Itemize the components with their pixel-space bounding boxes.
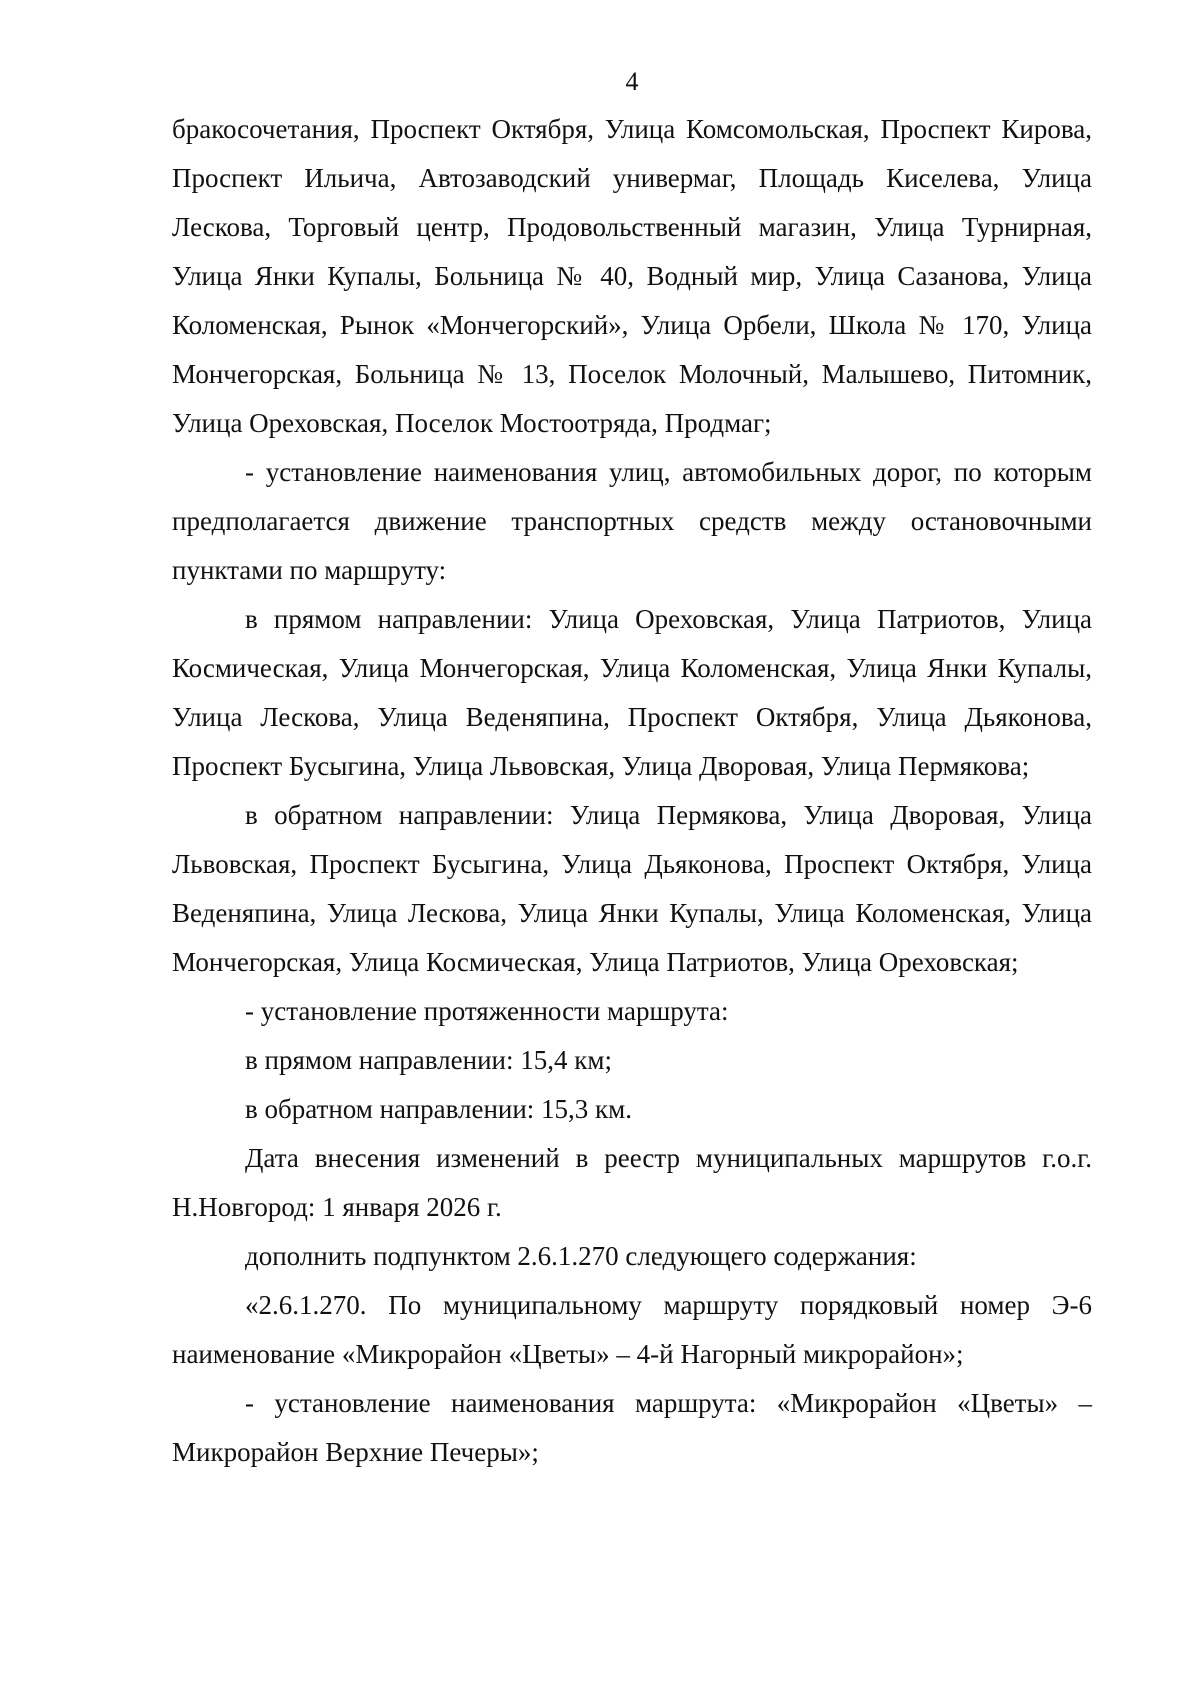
document-body	[172, 105, 1092, 1477]
paragraph-registry-change-date: Дата внесения изменений в реестр муниципальных маршрутов г.о.г. Н.Новгород: 1 января 2026 г.	[172, 1143, 1092, 1222]
paragraph-reverse-length: в обратном направлении: 15,3 км.	[245, 1094, 633, 1124]
paragraph-route-name: - установление наименования маршрута: «Микрорайон «Цветы» – Микрорайон Верхние Печеры»;	[172, 1388, 1092, 1467]
page-number: 4	[625, 67, 639, 96]
paragraph-reverse-direction-streets: в обратном направлении: Улица Пермякова, Улица Дворовая, Улица Львовская, Проспект Бусыгина, Улица Дьяконова, Проспект Октября, Улица Веденяпина, Улица Лескова, Улица Янки Купалы, Улица Коломенская, Улица Мончегорская, Улица Космическая, Улица Патриотов, Улица Ореховская;	[172, 800, 1092, 977]
paragraph-stop-list-continuation: бракосочетания, Проспект Октября, Улица Комсомольская, Проспект Кирова, Проспект Ильича, Автозаводский универмаг, Площадь Киселева, Улица Лескова, Торговый центр, Продовольственный магазин, Улица Турнирная, Улица Янки Купалы, Больница № 40, Водный мир, Улица Сазанова, Улица Коломенская, Рынок «Мончегорский», Улица Орбели, Школа № 170, Улица Мончегорская, Больница № 13, Поселок Молочный, Малышево, Питомник, Улица Ореховская, Поселок Мостоотряда, Продмаг;	[172, 114, 1092, 438]
paragraph-route-e6: «2.6.1.270. По муниципальному маршруту порядковый номер Э-6 наименование «Микрорайон «Цветы» – 4-й Нагорный микрорайон»;	[172, 1290, 1092, 1369]
paragraph-streets-heading: - установление наименования улиц, автомобильных дорог, по которым предполагается движение транспортных средств между остановочными пунктами по маршруту:	[172, 457, 1092, 585]
paragraph-forward-direction-streets: в прямом направлении: Улица Ореховская, Улица Патриотов, Улица Космическая, Улица Мончегорская, Улица Коломенская, Улица Янки Купалы, Улица Лескова, Улица Веденяпина, Проспект Октября, Улица Дьяконова, Проспект Бусыгина, Улица Львовская, Улица Дворовая, Улица Пермякова;	[172, 604, 1092, 781]
paragraph-add-subitem: дополнить подпунктом 2.6.1.270 следующего содержания:	[245, 1241, 917, 1271]
paragraph-forward-length: в прямом направлении: 15,4 км;	[245, 1045, 612, 1075]
paragraph-route-length-heading: - установление протяженности маршрута:	[245, 996, 729, 1026]
